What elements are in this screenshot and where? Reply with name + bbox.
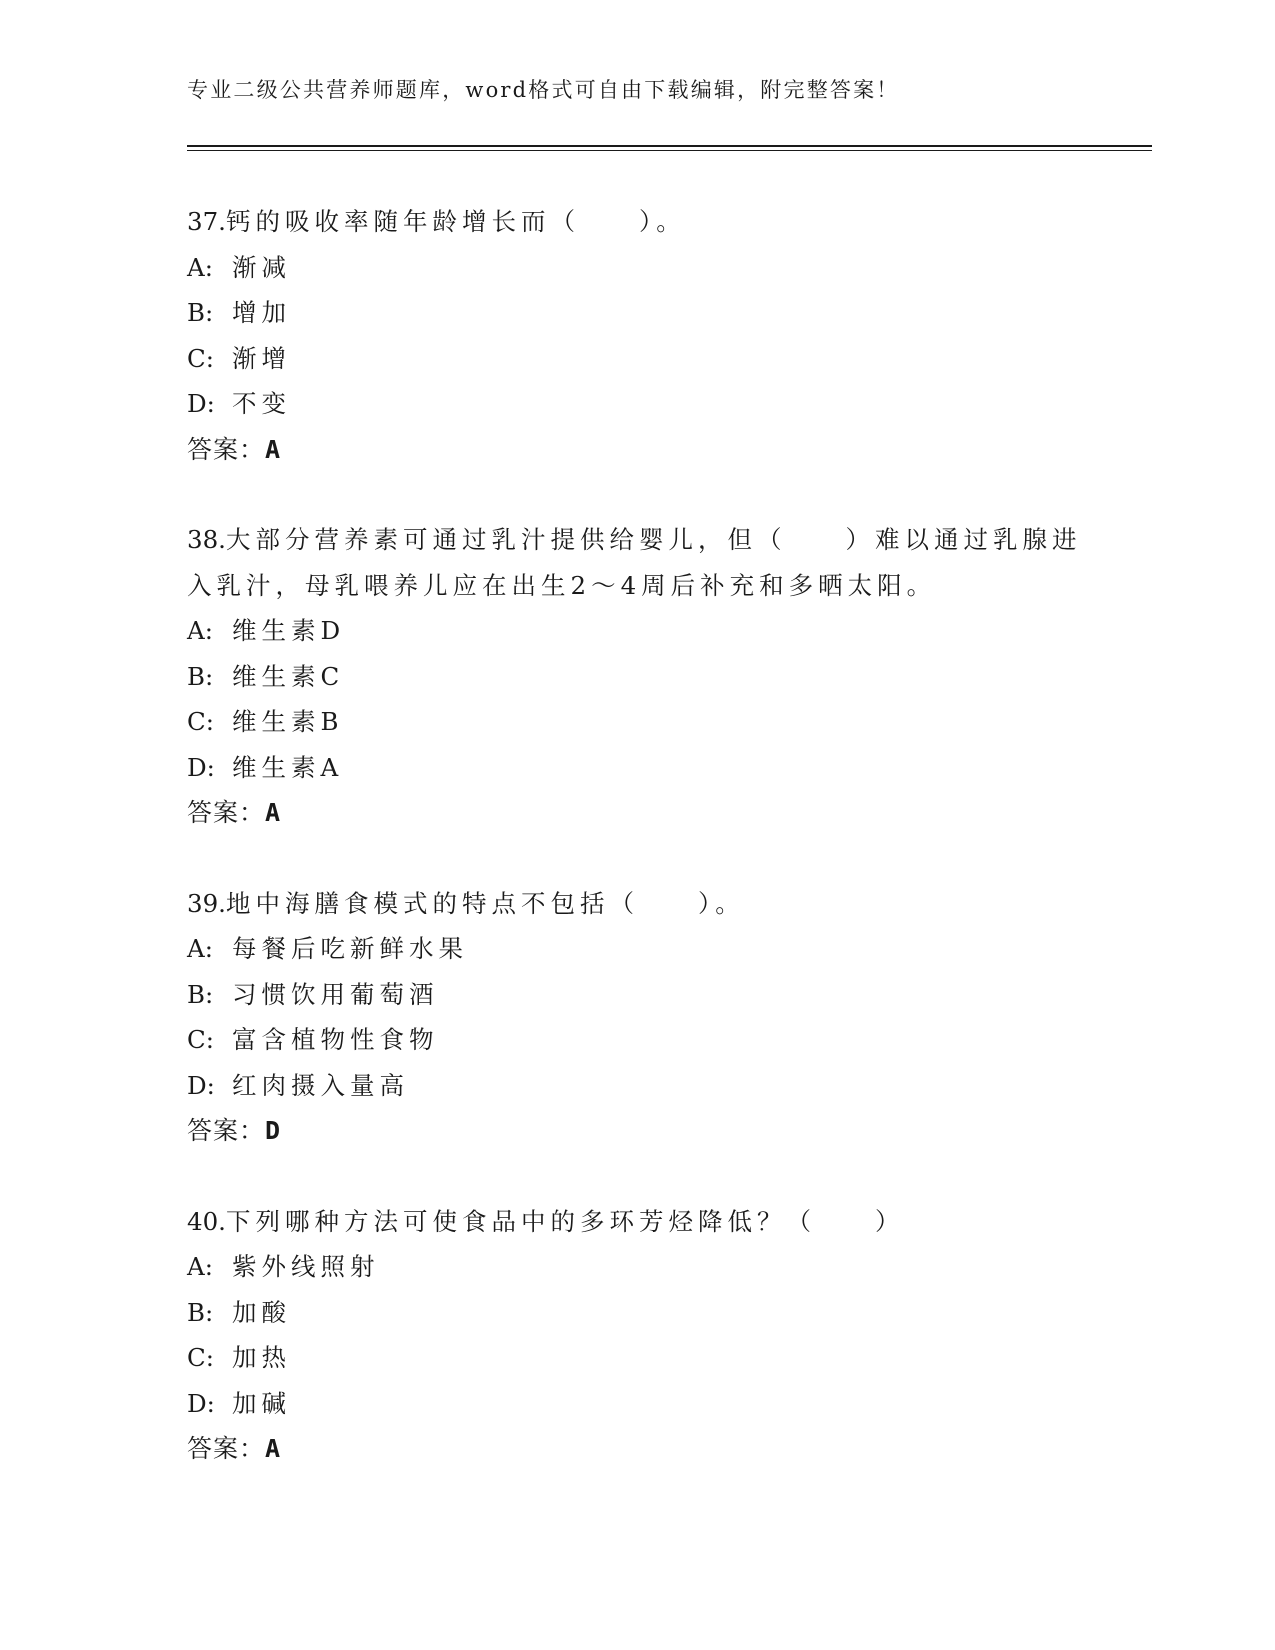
answer-label: 答案： bbox=[187, 434, 266, 464]
option-letter: B: bbox=[187, 979, 214, 1009]
option-b bbox=[187, 1290, 1087, 1336]
answer-value: A bbox=[265, 434, 282, 464]
option-letter: C: bbox=[187, 1343, 215, 1372]
question-text: 大部分营养素可通过乳汁提供给婴儿，但（ ）难以通过乳腺进入乳汁，母乳喂养儿应在出生2～4周后补充和多晒太阳。 bbox=[187, 525, 1082, 600]
question-38 bbox=[187, 517, 1087, 836]
option-a bbox=[187, 926, 1087, 972]
question-stem bbox=[187, 517, 1087, 608]
question-stem bbox=[187, 199, 1087, 245]
page-header: 专业二级公共营养师题库，word格式可自由下载编辑，附完整答案！ bbox=[187, 78, 900, 102]
answer-line bbox=[187, 790, 1087, 836]
answer-value: D bbox=[265, 1116, 282, 1145]
option-c bbox=[187, 699, 1087, 745]
answer-line bbox=[187, 1426, 1087, 1472]
option-letter: A: bbox=[187, 1252, 213, 1281]
option-letter: B: bbox=[187, 661, 214, 691]
option-text: 红肉摄入量高 bbox=[232, 1070, 409, 1100]
option-letter: C: bbox=[187, 343, 215, 373]
option-c bbox=[187, 1017, 1087, 1063]
option-letter: D: bbox=[187, 1388, 215, 1418]
answer-value: A bbox=[265, 798, 282, 827]
option-letter: D: bbox=[187, 389, 215, 418]
question-text: 钙的吸收率随年龄增长而（ ）。 bbox=[225, 207, 686, 236]
question-text: 地中海膳食模式的特点不包括（ ）。 bbox=[225, 888, 745, 918]
option-text: 加热 bbox=[232, 1343, 291, 1372]
question-stem bbox=[187, 1199, 1087, 1245]
option-letter: D: bbox=[187, 1070, 215, 1100]
option-text: 维生素B bbox=[232, 707, 344, 736]
option-text: 加酸 bbox=[232, 1297, 291, 1327]
option-letter: A: bbox=[187, 934, 213, 963]
option-b bbox=[187, 972, 1087, 1018]
question-stem bbox=[187, 881, 1087, 927]
option-text: 渐减 bbox=[232, 252, 291, 282]
option-a bbox=[187, 1244, 1087, 1290]
answer-value: A bbox=[265, 1434, 282, 1463]
option-text: 增加 bbox=[232, 298, 291, 327]
option-d bbox=[187, 1063, 1087, 1109]
option-a bbox=[187, 608, 1087, 654]
option-text: 维生素D bbox=[232, 616, 346, 645]
question-39 bbox=[187, 881, 1087, 1154]
option-letter: B: bbox=[187, 298, 214, 327]
option-b bbox=[187, 654, 1087, 700]
question-40 bbox=[187, 1199, 1087, 1472]
option-a bbox=[187, 245, 1087, 291]
option-c bbox=[187, 1335, 1087, 1381]
option-text: 不变 bbox=[232, 389, 291, 418]
question-number: 37. bbox=[187, 207, 226, 236]
answer-line bbox=[187, 1108, 1087, 1154]
question-number: 39. bbox=[187, 888, 226, 918]
option-letter: B: bbox=[187, 1297, 214, 1327]
option-letter: C: bbox=[187, 707, 215, 736]
question-text: 下列哪种方法可使食品中的多环芳烃降低？（ ） bbox=[225, 1206, 905, 1236]
question-number: 40. bbox=[187, 1206, 226, 1236]
question-list bbox=[187, 199, 1087, 1517]
option-text: 每餐后吃新鲜水果 bbox=[232, 934, 468, 963]
question-number: 38. bbox=[187, 525, 226, 554]
option-text: 维生素A bbox=[232, 752, 344, 782]
option-letter: C: bbox=[187, 1025, 215, 1054]
answer-label: 答案： bbox=[187, 1434, 266, 1463]
option-text: 富含植物性食物 bbox=[232, 1025, 439, 1054]
option-c bbox=[187, 336, 1087, 382]
option-text: 维生素C bbox=[232, 661, 345, 691]
option-letter: A: bbox=[187, 616, 213, 645]
answer-label: 答案： bbox=[187, 798, 266, 827]
answer-line bbox=[187, 427, 1087, 473]
option-letter: A: bbox=[187, 252, 213, 282]
option-text: 渐增 bbox=[232, 343, 291, 373]
answer-label: 答案： bbox=[187, 1116, 266, 1145]
option-text: 加碱 bbox=[232, 1388, 291, 1418]
option-text: 习惯饮用葡萄酒 bbox=[232, 979, 439, 1009]
header-divider bbox=[187, 145, 1152, 151]
option-d bbox=[187, 381, 1087, 427]
option-b bbox=[187, 290, 1087, 336]
option-d bbox=[187, 745, 1087, 791]
option-text: 紫外线照射 bbox=[232, 1252, 380, 1281]
question-37 bbox=[187, 199, 1087, 472]
option-letter: D: bbox=[187, 752, 215, 782]
option-d bbox=[187, 1381, 1087, 1427]
